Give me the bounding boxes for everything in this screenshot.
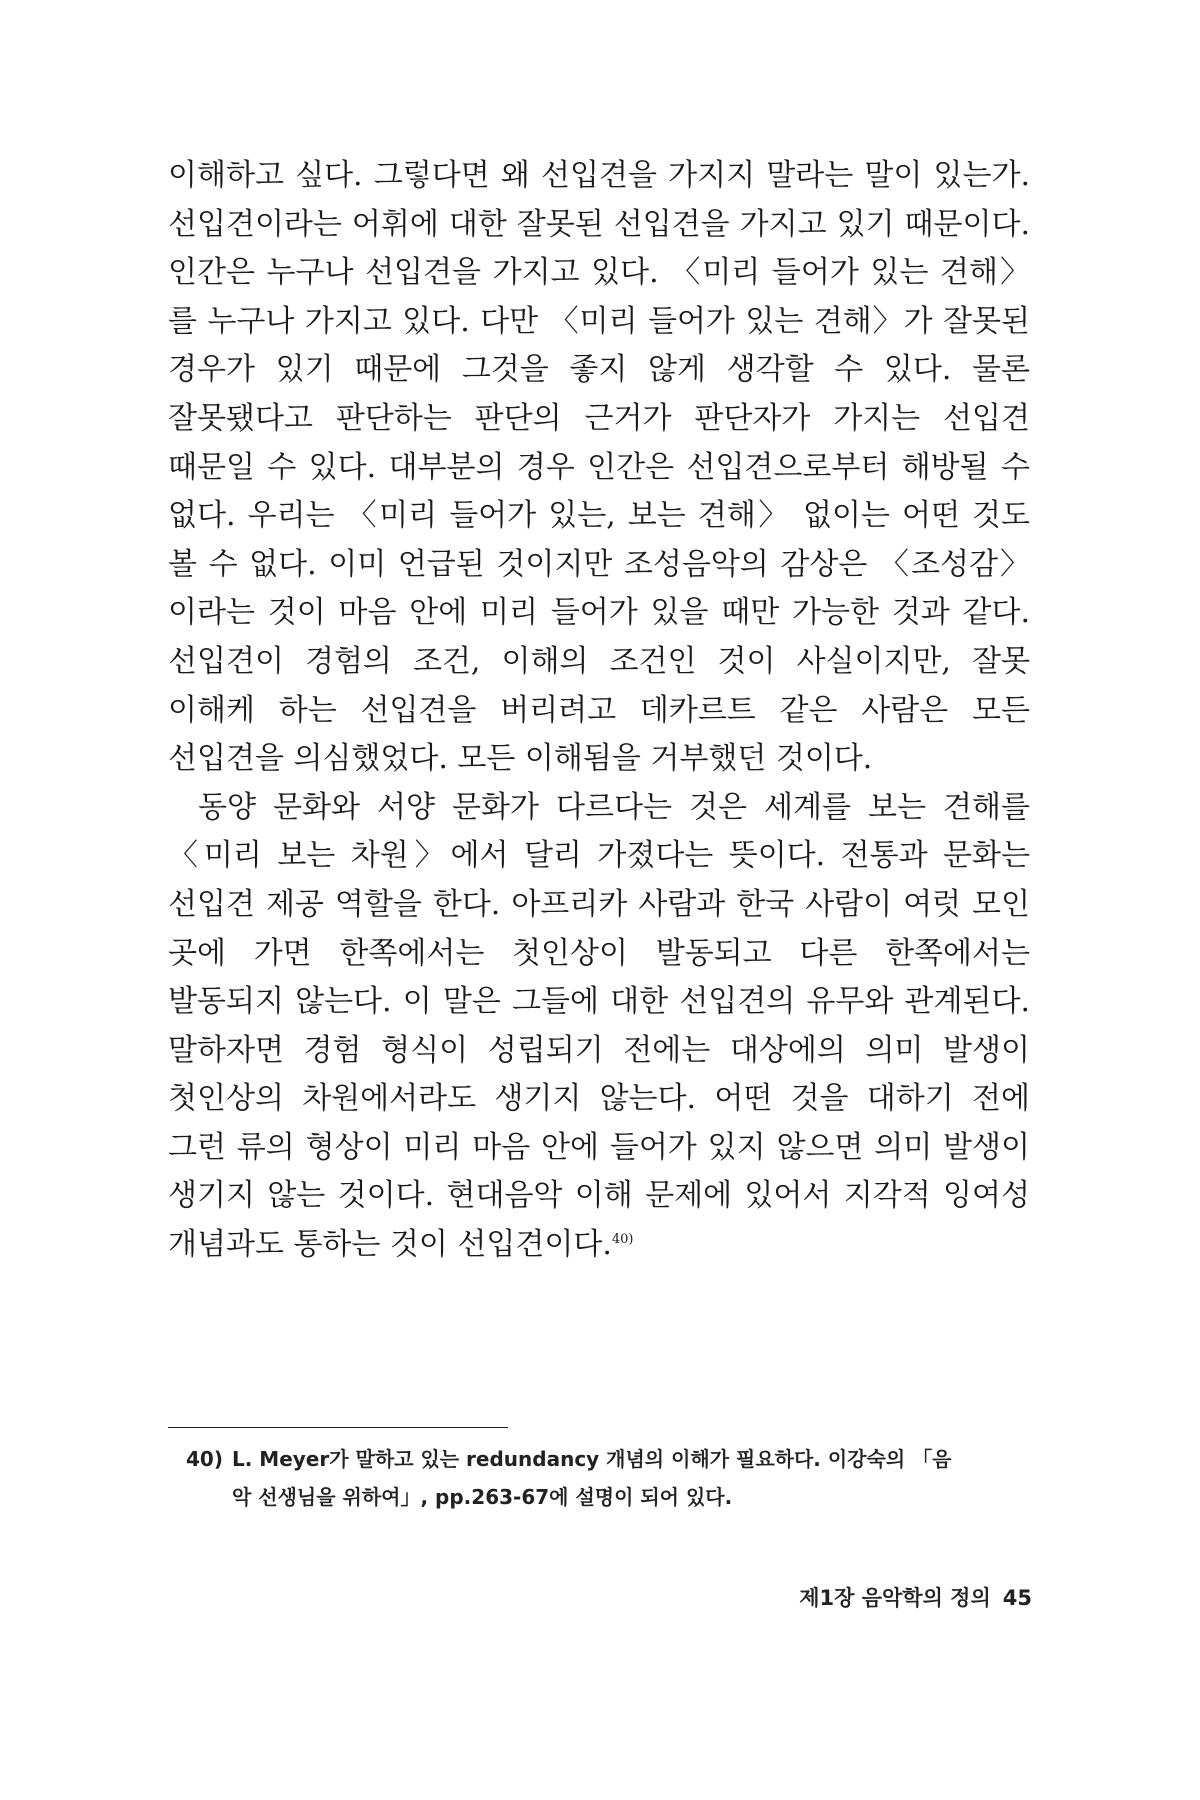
- footnote-line-1: [186, 1440, 1030, 1478]
- paragraph-1: [168, 152, 1030, 784]
- paragraph-1-text: 이해하고 싶다. 그렇다면 왜 선입견을 가지지 말라는 말이 있는가. 선입견이라는 어휘에 대한 잘못된 선입견을 가지고 있기 때문이다. 인간은 누구나 선입견을 가지고 있다. 〈미리 들어가 있는 견해〉를 누구나 가지고 있다. 다만 〈미리 들어가 있는 견해〉가 잘못된 경우가 있기 때문에 그것을 좋지 않게 생각할 수 있다. 물론 잘못됐다고 판단하는 판단의 근거가 판단자가 가지는 선입견 때문일 수 있다. 대부분의 경우 인간은 선입견으로부터 해방될 수 없다. 우리는 〈미리 들어가 있는, 보는 견해〉 없이는 어떤 것도 볼 수 없다. 이미 언급된 것이지만 조성음악의 감상은 〈조성감〉이라는 것이 마음 안에 미리 들어가 있을 때만 가능한 것과 같다. 선입견이 경험의 조건, 이해의 조건인 것이 사실이지만, 잘못 이해케 하는 선입견을 버리려고 데카르트 같은 사람은 모든 선입견을 의심했었다. 모든 이해됨을 거부했던 것이다.: [168, 158, 1030, 777]
- body-text: [168, 152, 1030, 1270]
- footnote-line-1-text: L. Meyer가 말하고 있는 redundancy 개념의 이해가 필요하다. 이강숙의 「음: [232, 1447, 952, 1471]
- paragraph-2-text: 동양 문화와 서양 문화가 다르다는 것은 세계를 보는 견해를 〈미리 보는 차원〉에서 달리 가졌다는 뜻이다. 전통과 문화는 선입견 제공 역할을 한다. 아프리카 사람과 한국 사람이 여럿 모인 곳에 가면 한쪽에서는 첫인상이 발동되고 다른 한쪽에서는 발동되지 않는다. 이 말은 그들에 대한 선입견의 유무와 관계된다. 말하자면 경험 형식이 성립되기 전에는 대상에의 의미 발생이 첫인상의 차원에서라도 생기지 않는다. 어떤 것을 대하기 전에 그런 류의 형상이 미리 마음 안에 들어가 있지 않으면 의미 발생이 생기지 않는 것이다. 현대음악 이해 문제에 있어서 지각적 잉여성 개념과도 통하는 것이 선입견이다.: [168, 789, 1030, 1263]
- footnote-line-2: 악 선생님을 위하여」, pp.263-67에 설명이 되어 있다.: [232, 1485, 733, 1509]
- page-number: 45: [1002, 1586, 1032, 1610]
- chapter-title: 제1장 음악학의 정의: [799, 1586, 991, 1610]
- footnote-mark: 40): [186, 1447, 223, 1471]
- paragraph-2: [168, 784, 1030, 1270]
- footnote-divider: [168, 1427, 508, 1428]
- footnote: [186, 1440, 1030, 1516]
- running-footer: [799, 1582, 1032, 1612]
- footnote-reference[interactable]: 40): [611, 1232, 634, 1248]
